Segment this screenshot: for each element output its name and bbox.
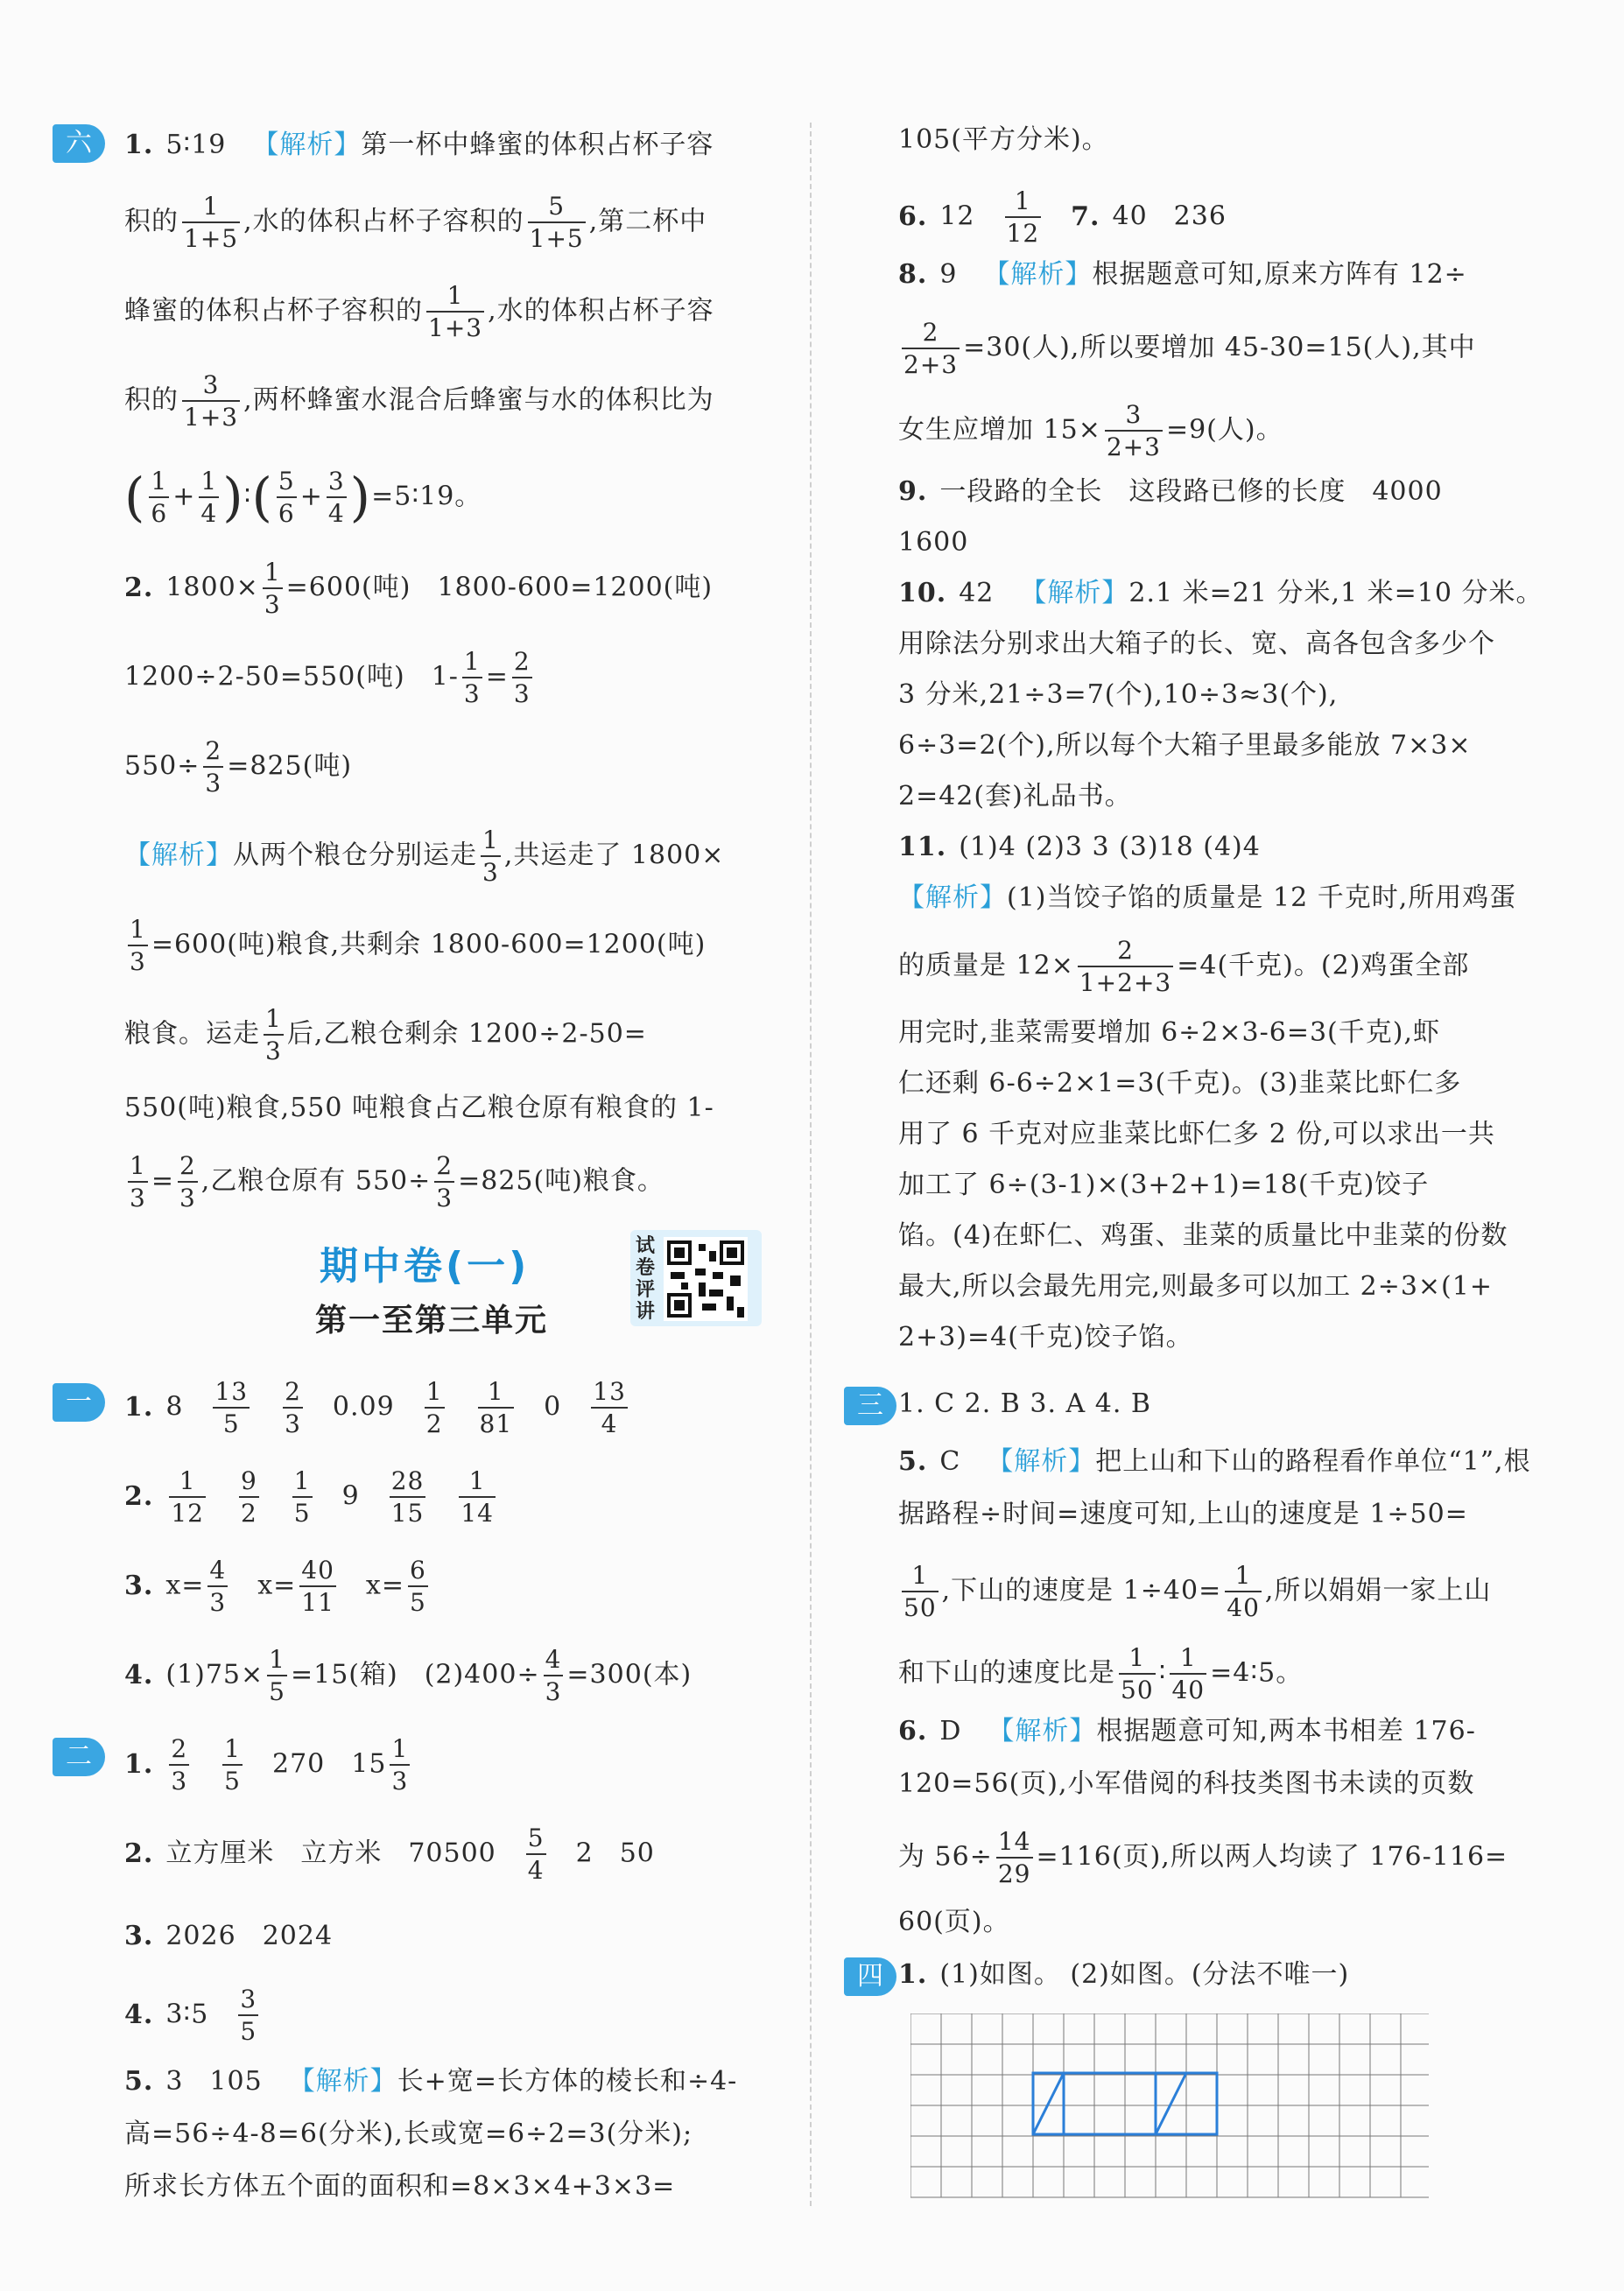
answer-line: 1. 5∶19 【解析】第一杯中蜂蜜的体积占杯子容 bbox=[124, 130, 714, 160]
answer-line: 1. (1)如图。 (2)如图。(分法不唯一) bbox=[898, 1959, 1350, 1990]
column-divider bbox=[810, 123, 812, 2206]
answer-line: 120=56(页),小军借阅的科技类图书未读的页数 bbox=[898, 1768, 1475, 1799]
answer-line: 60(页)。 bbox=[898, 1907, 1010, 1937]
answer-line: 10. 42 【解析】2.1 米=21 分米,1 米=10 分米。 bbox=[898, 578, 1543, 608]
answer-line: $\frac{1}{3}$ = $\frac{2}{3}$ ,乙粮仓原有 550÷ $\frac{2}{3}$ =825(吨)粮食。 bbox=[130, 1151, 664, 1212]
figure-diagonal-right bbox=[1156, 2073, 1186, 2134]
grid-figure bbox=[910, 2013, 1429, 2199]
answer-line: 3. 2026 2024 bbox=[124, 1921, 334, 1951]
answer-line: $\frac{1}{3}$ =600(吨)粮食,共剩余 1800-600=1200(吨) bbox=[130, 915, 707, 976]
qr-code-icon bbox=[664, 1237, 748, 1321]
answer-line: 5. 3 105 【解析】长+宽=长方体的棱长和÷4- bbox=[124, 2066, 738, 2097]
answer-line: 1. 8 $\frac{13}{5}$ $\frac{2}{3}$ 0.09 $\frac{1}{2}$ $\frac{1}{81}$ 0 $\frac{13}{4}$ bbox=[124, 1377, 626, 1438]
answer-line: 和下山的速度比是 $\frac{1}{50}$ ∶ $\frac{1}{40}$ =4∶5。 bbox=[898, 1643, 1304, 1704]
answer-line: 用除法分别求出大箱子的长、宽、高各包含多少个 bbox=[898, 629, 1495, 659]
answer-line: 用完时,韭菜需要增加 6÷2×3-6=3(千克),虾 bbox=[898, 1017, 1440, 1048]
qr-label: 试卷评讲 bbox=[636, 1235, 656, 1323]
answer-line: 550(吨)粮食,550 吨粮食占乙粮仓原有粮食的 1- bbox=[124, 1093, 714, 1123]
answer-line: 馅。(4)在虾仁、鸡蛋、韭菜的质量比中韭菜的份数 bbox=[898, 1220, 1508, 1251]
answer-line: 8. 9 【解析】根据题意可知,原来方阵有 12÷ bbox=[898, 259, 1467, 290]
exam-title: 期中卷(一) bbox=[320, 1244, 531, 1289]
answer-line: 用了 6 千克对应韭菜比虾仁多 2 份,可以求出一共 bbox=[898, 1119, 1495, 1149]
answer-line: 4. (1)75× $\frac{1}{5}$ =15(箱) (2)400÷ $\frac{4}{3}$ =300(本) bbox=[124, 1645, 692, 1706]
answer-line: 仁还剩 6-6÷2×1=3(千克)。(3)韭菜比虾仁多 bbox=[898, 1068, 1462, 1099]
section-badge-1: 一 bbox=[53, 1383, 105, 1422]
answer-line: 粮食。运走 $\frac{1}{3}$ 后,乙粮仓剩余 1200÷2-50= bbox=[124, 1004, 647, 1065]
answer-line: 4. 3∶5 $\frac{3}{5}$ bbox=[124, 1985, 257, 2046]
answer-line: 11. (1)4 (2)3 3 (3)18 (4)4 bbox=[898, 832, 1261, 862]
answer-line: 【解析】从两个粮仓分别运走 $\frac{1}{3}$ ,共运走了 1800× bbox=[124, 826, 725, 887]
answer-line: 为 56÷ $\frac{14}{29}$ =116(页),所以两人均读了 176-116= bbox=[898, 1827, 1508, 1888]
answer-line: 105(平方分米)。 bbox=[898, 124, 1109, 155]
answer-line: 1200÷2-50=550(吨) 1- $\frac{1}{3}$ = $\frac{2}{3}$ bbox=[124, 647, 531, 708]
answer-line: 据路程÷时间=速度可知,上山的速度是 1÷50= bbox=[898, 1499, 1468, 1529]
answer-line: 3. x= $\frac{4}{3}$ x= $\frac{40}{11}$ x= $\frac{6}{5}$ bbox=[124, 1556, 426, 1617]
figure-diagonal-left bbox=[1033, 2073, 1064, 2134]
exam-subtitle: 第一至第三单元 bbox=[315, 1303, 549, 1339]
section-badge-2: 二 bbox=[53, 1738, 105, 1776]
answer-line: 加工了 6÷(3-1)×(3+2+1)=18(千克)饺子 bbox=[898, 1170, 1430, 1200]
section-badge-3: 三 bbox=[844, 1387, 896, 1425]
answer-line: 2+3)=4(千克)饺子馅。 bbox=[898, 1322, 1193, 1353]
answer-line: 2. 立方厘米 立方米 70500 $\frac{5}{4}$ 2 50 bbox=[124, 1824, 655, 1885]
answer-line: 1. $\frac{2}{3}$ $\frac{1}{5}$ 270 15 $\frac{1}{3}$ bbox=[124, 1734, 409, 1796]
answer-line: 所求长方体五个面的面积和=8×3×4+3×3= bbox=[124, 2171, 676, 2202]
answer-line: 女生应增加 15× $\frac{3}{2+3}$ =9(人)。 bbox=[898, 400, 1283, 461]
answer-line: 【解析】(1)当饺子馅的质量是 12 千克时,所用鸡蛋 bbox=[898, 882, 1517, 913]
answer-line: 高=56÷4-8=6(分米),长或宽=6÷2=3(分米); bbox=[124, 2119, 693, 2149]
answer-line: 550÷ $\frac{2}{3}$ =825(吨) bbox=[124, 736, 353, 798]
answer-line: 3 分米,21÷3=7(个),10÷3≈3(个), bbox=[898, 679, 1339, 710]
answer-line: 1600 bbox=[898, 527, 969, 558]
answer-line: 蜂蜜的体积占杯子容积的 $\frac{1}{1+3}$ ,水的体积占杯子容 bbox=[124, 281, 714, 342]
answer-line: 1. C 2. B 3. A 4. B bbox=[898, 1388, 1151, 1419]
answer-line: 最大,所以会最先用完,则最多可以加工 2÷3×(1+ bbox=[898, 1271, 1493, 1302]
answer-line: 9. 一段路的全长 这段路已修的长度 4000 bbox=[898, 476, 1443, 507]
section-badge-6: 六 bbox=[53, 124, 105, 163]
answer-line: 2. $\frac{1}{12}$ $\frac{9}{2}$ $\frac{1}{5}$ 9 $\frac{28}{15}$ $\frac{1}{14}$ bbox=[124, 1466, 494, 1528]
answer-line: 的质量是 12× $\frac{2}{1+2+3}$ =4(千克)。(2)鸡蛋全部 bbox=[898, 936, 1470, 997]
answer-line: 积的 $\frac{1}{1+5}$ ,水的体积占杯子容积的 $\frac{5}{1+5}$ ,第二杯中 bbox=[124, 192, 707, 253]
answer-line: 积的 $\frac{3}{1+3}$ ,两杯蜂蜜水混合后蜂蜜与水的体积比为 bbox=[124, 370, 714, 432]
answer-line: 6. 12 $\frac{1}{12}$ 7. 40 236 bbox=[898, 186, 1227, 248]
answer-line: 2. 1800× $\frac{1}{3}$ =600(吨) 1800-600=1200(吨) bbox=[124, 558, 714, 619]
qr-code-panel[interactable] bbox=[630, 1230, 762, 1326]
answer-line: 5. C 【解析】把上山和下山的路程看作单位“1”,根 bbox=[898, 1446, 1531, 1477]
answer-line: $\frac{1}{50}$ ,下山的速度是 1÷40= $\frac{1}{40}$ ,所以娟娟一家上山 bbox=[903, 1561, 1492, 1622]
answer-line: $\frac{2}{2+3}$ =30(人),所以要增加 45-30=15(人),其中 bbox=[903, 318, 1476, 379]
answer-line: 6. D 【解析】根据题意可知,两本书相差 176- bbox=[898, 1716, 1476, 1746]
answer-line: 2=42(套)礼品书。 bbox=[898, 781, 1132, 812]
answer-line: ( $\frac{1}{6}$ + $\frac{1}{4}$ )∶( $\frac{5}{6}$ + $\frac{3}{4}$ )=5∶19。 bbox=[124, 467, 482, 529]
section-badge-4: 四 bbox=[844, 1957, 896, 1996]
answer-line: 6÷3=2(个),所以每个大箱子里最多能放 7×3× bbox=[898, 730, 1472, 761]
